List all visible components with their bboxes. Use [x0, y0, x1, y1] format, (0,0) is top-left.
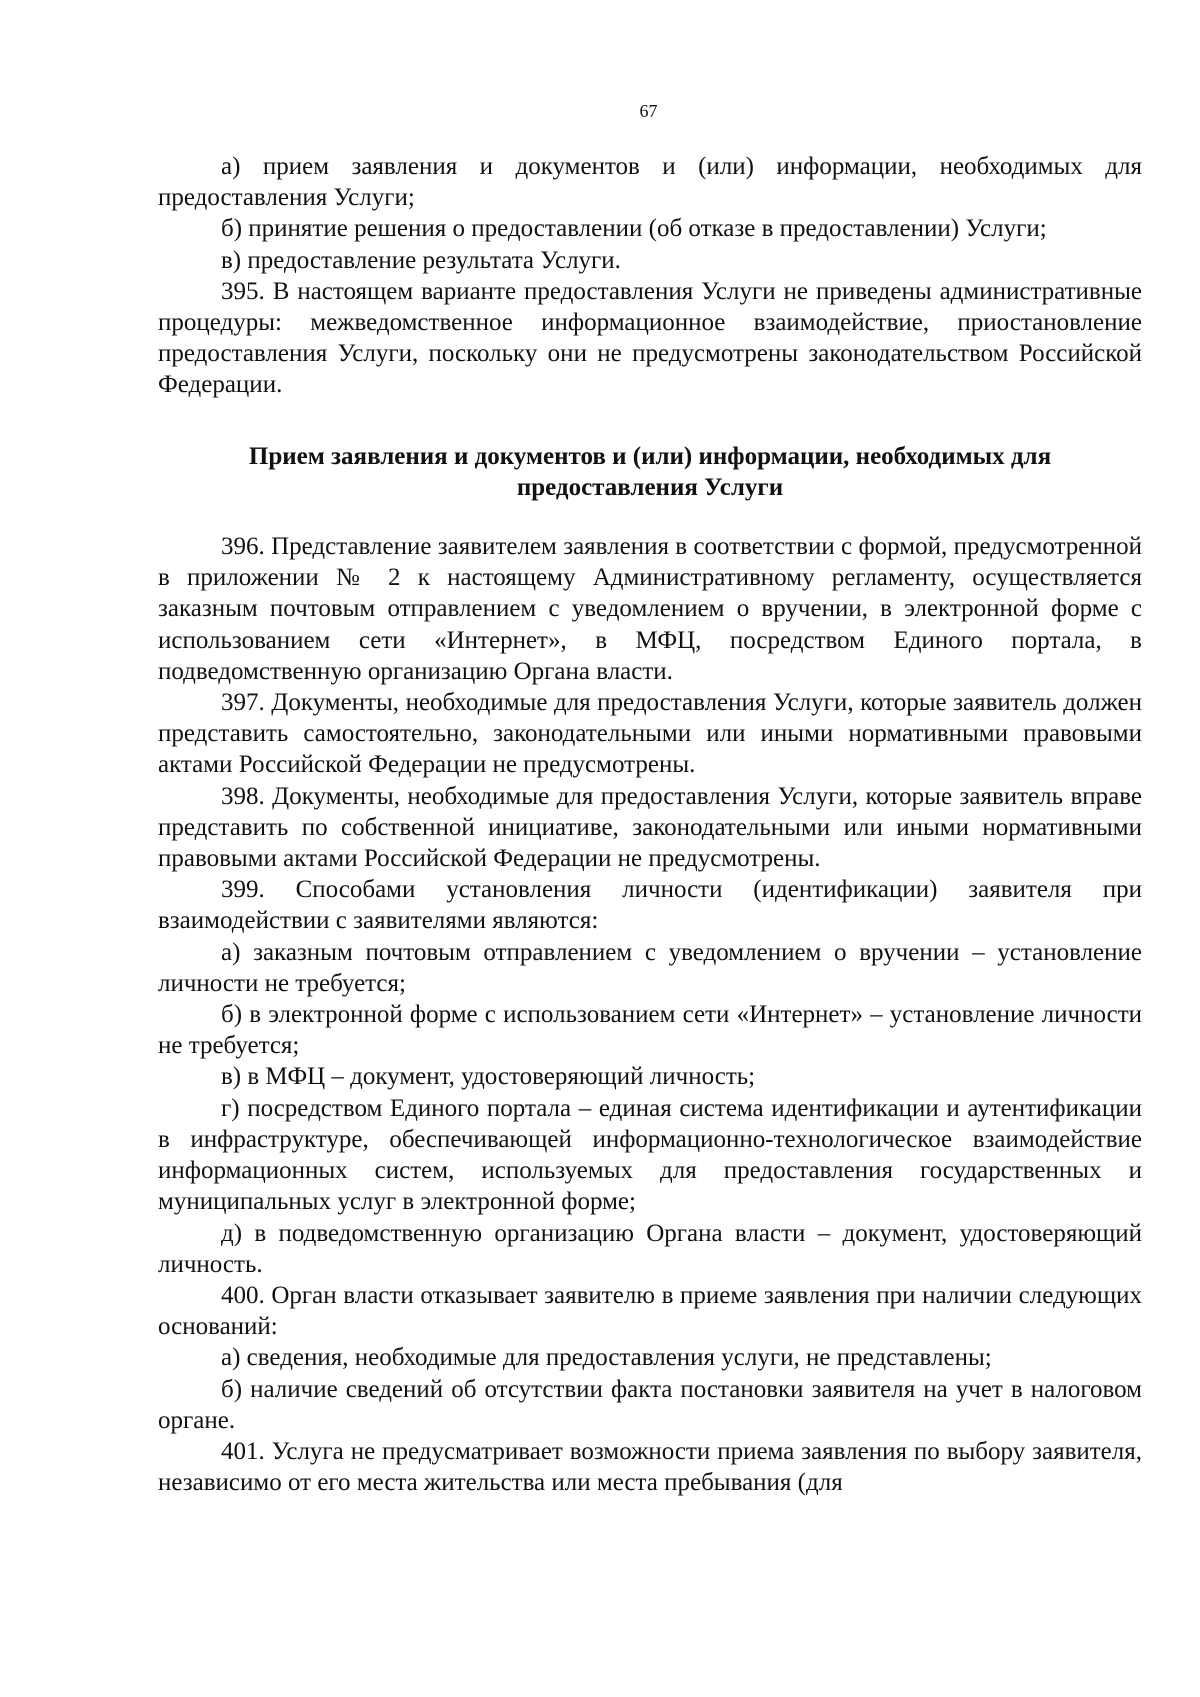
paragraph-400-item-a: а) сведения, необходимые для предоставления услуги, не представлены;	[221, 1344, 992, 1372]
paragraph-395: 395. В настоящем варианте предоставления Услуги не приведены административные процедуры: межведомственное информационное взаимодействие, приостановление предоставления Услуги, поскольку они не предусмотрены законодательством Российской Федерации.	[158, 277, 1142, 399]
paragraph-397: 397. Документы, необходимые для предоставления Услуги, которые заявитель должен представить самостоятельно, законодательными или иными нормативными правовыми актами Российской Федерации не предусмотрены.	[158, 689, 1142, 779]
document-body	[158, 151, 1142, 1498]
paragraph-396: 396. Представление заявителем заявления в соответствии с формой, предусмотренной в приложении № 2 к настоящему Административному регламенту, осуществляется заказным почтовым отправлением с уведомлением о вручении, в электронной форме с использованием сети «Интернет», в МФЦ, посредством Единого портала, в подведомственную организацию Органа власти.	[158, 533, 1142, 685]
paragraph-399-item-d: д) в подведомственную организацию Органа власти – документ, удостоверяющий личность.	[158, 1219, 1142, 1278]
paragraph-400-item-b: б) наличие сведений об отсутствии факта постановки заявителя на учет в налоговом органе.	[158, 1375, 1142, 1434]
paragraph-399-item-a: а) заказным почтовым отправлением с уведомлением о вручении – установление личности не требуется;	[158, 938, 1142, 997]
paragraph-399: 399. Способами установления личности (идентификации) заявителя при взаимодействии с заявителями являются:	[158, 876, 1142, 935]
paragraph-400: 400. Орган власти отказывает заявителю в приеме заявления при наличии следующих оснований:	[158, 1281, 1142, 1341]
paragraph-item-b: б) принятие решения о предоставлении (об отказе в предоставлении) Услуги;	[221, 215, 1047, 243]
paragraph-401: 401. Услуга не предусматривает возможности приема заявления по выбору заявителя, независимо от его места жительства или места пребывания (для	[158, 1437, 1142, 1497]
paragraph-399-item-v: в) в МФЦ – документ, удостоверяющий личность;	[221, 1063, 756, 1091]
paragraph-399-item-b: б) в электронной форме с использованием сети «Интернет» – установление личности не требуется;	[158, 1001, 1142, 1060]
section-heading-line-1: Прием заявления и документов и (или) информации, необходимых для	[248, 442, 1052, 470]
paragraph-399-item-g: г) посредством Единого портала – единая система идентификации и аутентификации в инфраструктуре, обеспечивающей информационно-технологическое взаимодействие информационных систем, используемых для предоставления государственных и муниципальных услуг в электронной форме;	[158, 1094, 1142, 1216]
paragraph-398: 398. Документы, необходимые для предоставления Услуги, которые заявитель вправе представить по собственной инициативе, законодательными или иными нормативными правовыми актами Российской Федерации не предусмотрены.	[158, 782, 1142, 873]
paragraph-item-v: в) предоставление результата Услуги.	[221, 246, 621, 274]
section-heading	[158, 401, 1142, 531]
paragraph-item-a: а) прием заявления и документов и (или) информации, необходимых для предоставления Услуги;	[158, 153, 1142, 212]
page-number: 67	[639, 101, 658, 121]
section-heading-line-2: предоставления Услуги	[516, 473, 784, 501]
